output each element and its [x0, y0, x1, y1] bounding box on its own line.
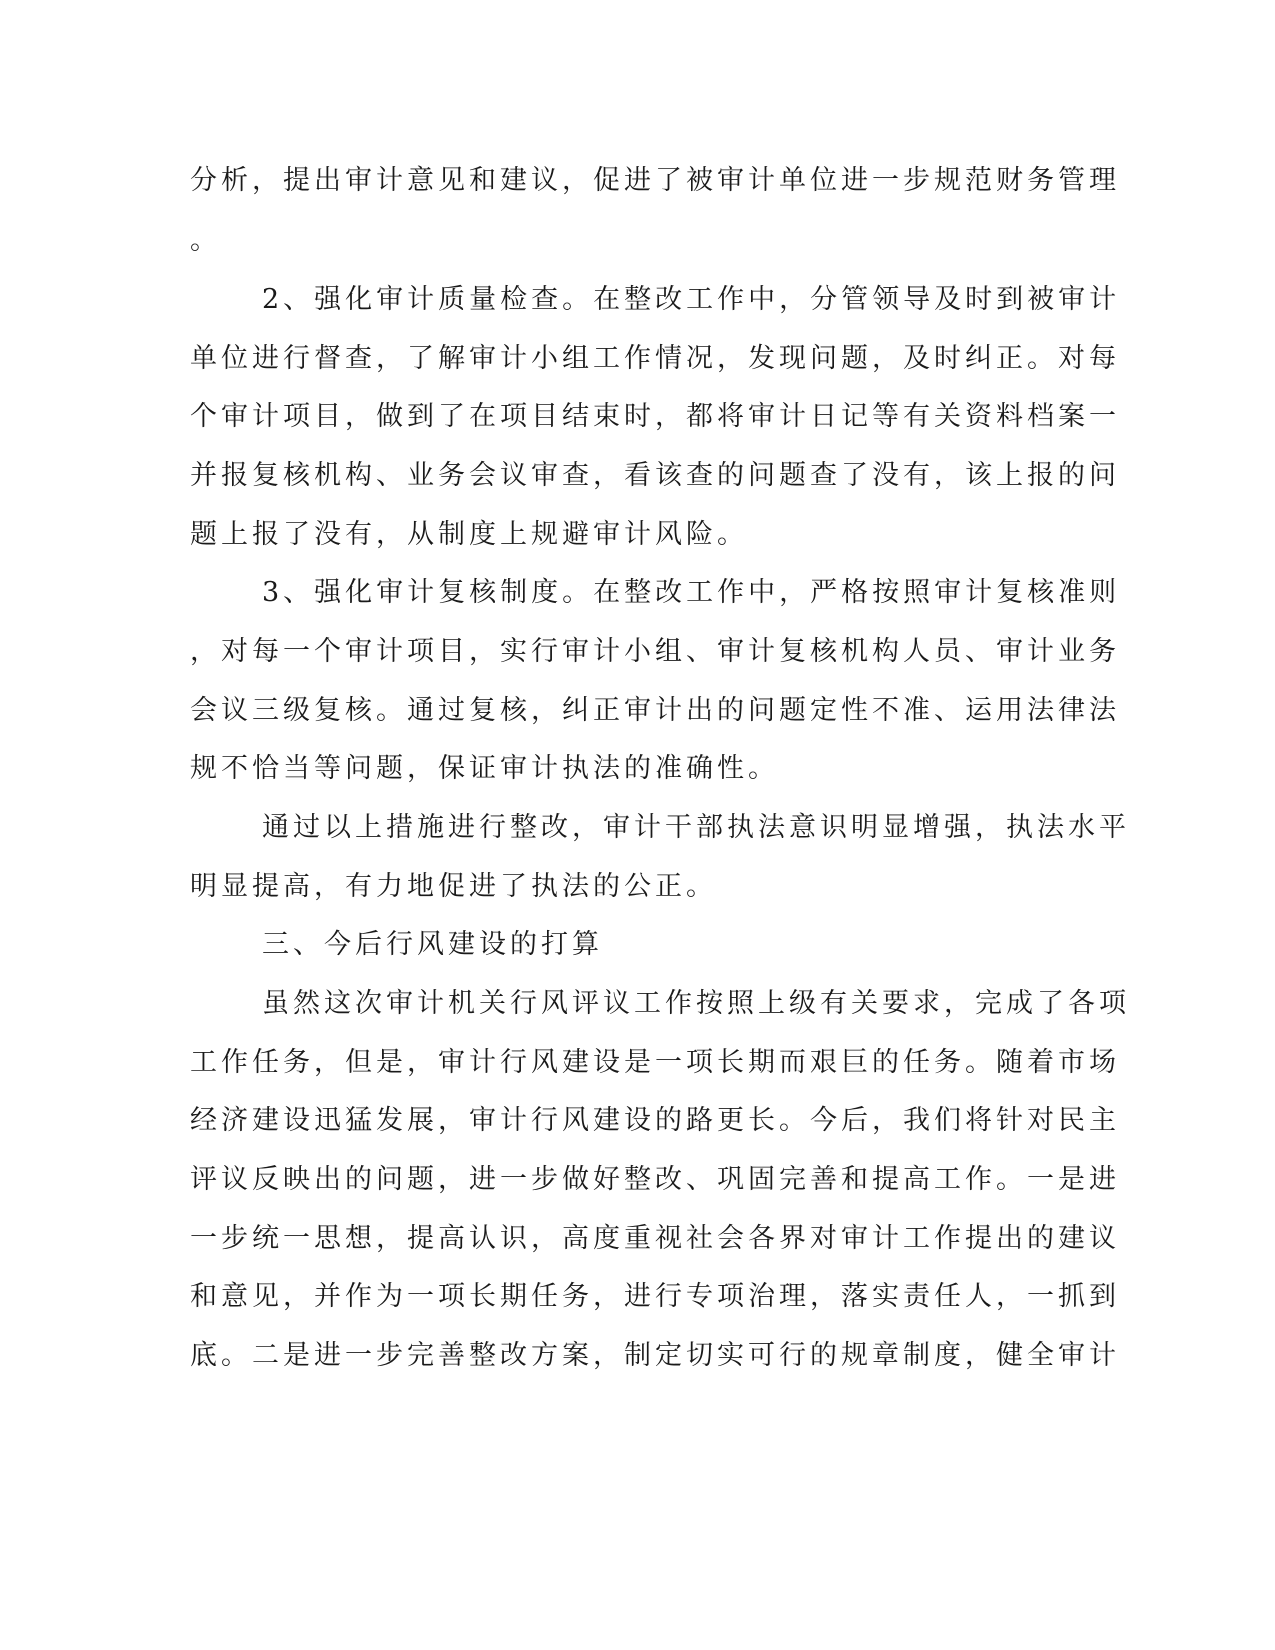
text-line: 题上报了没有，从制度上规避审计风险。	[190, 519, 748, 550]
text-line: ，对每一个审计项目，实行审计小组、审计复核机构人员、审计业务	[190, 636, 1120, 667]
text-line: 工作任务，但是，审计行风建设是一项长期而艰巨的任务。随着市场	[190, 1047, 1120, 1078]
text-line: 明显提高，有力地促进了执法的公正。	[190, 871, 717, 902]
paragraph-start: 通过以上措施进行整改，审计干部执法意识明显增强，执法水平	[262, 812, 1130, 843]
paragraph-start: 虽然这次审计机关行风评议工作按照上级有关要求，完成了各项	[262, 988, 1130, 1019]
text-line: 单位进行督查，了解审计小组工作情况，发现问题，及时纠正。对每	[190, 343, 1120, 374]
text-line: 一步统一思想，提高认识，高度重视社会各界对审计工作提出的建议	[190, 1223, 1120, 1254]
text-line: 并报复核机构、业务会议审查，看该查的问题查了没有，该上报的问	[190, 460, 1120, 491]
text-line: 规不恰当等问题，保证审计执法的准确性。	[190, 753, 779, 784]
paragraph-heading: 2、强化审计质量检查。在整改工作中，分管领导及时到被审计	[262, 284, 1121, 315]
text-line: 会议三级复核。通过复核，纠正审计出的问题定性不准、运用法律法	[190, 695, 1120, 726]
section-heading: 三、今后行风建设的打算	[262, 929, 603, 960]
text-line: 。	[190, 225, 221, 256]
text-line: 个审计项目，做到了在项目结束时，都将审计日记等有关资料档案一	[190, 401, 1120, 432]
text-line: 经济建设迅猛发展，审计行风建设的路更长。今后，我们将针对民主	[190, 1105, 1120, 1136]
text-line: 评议反映出的问题，进一步做好整改、巩固完善和提高工作。一是进	[190, 1164, 1120, 1195]
text-line: 分析，提出审计意见和建议，促进了被审计单位进一步规范财务管理	[190, 165, 1120, 196]
text-line: 底。二是进一步完善整改方案，制定切实可行的规章制度，健全审计	[190, 1340, 1120, 1371]
text-line: 和意见，并作为一项长期任务，进行专项治理，落实责任人，一抓到	[190, 1281, 1120, 1312]
paragraph-heading: 3、强化审计复核制度。在整改工作中，严格按照审计复核准则	[262, 577, 1121, 608]
